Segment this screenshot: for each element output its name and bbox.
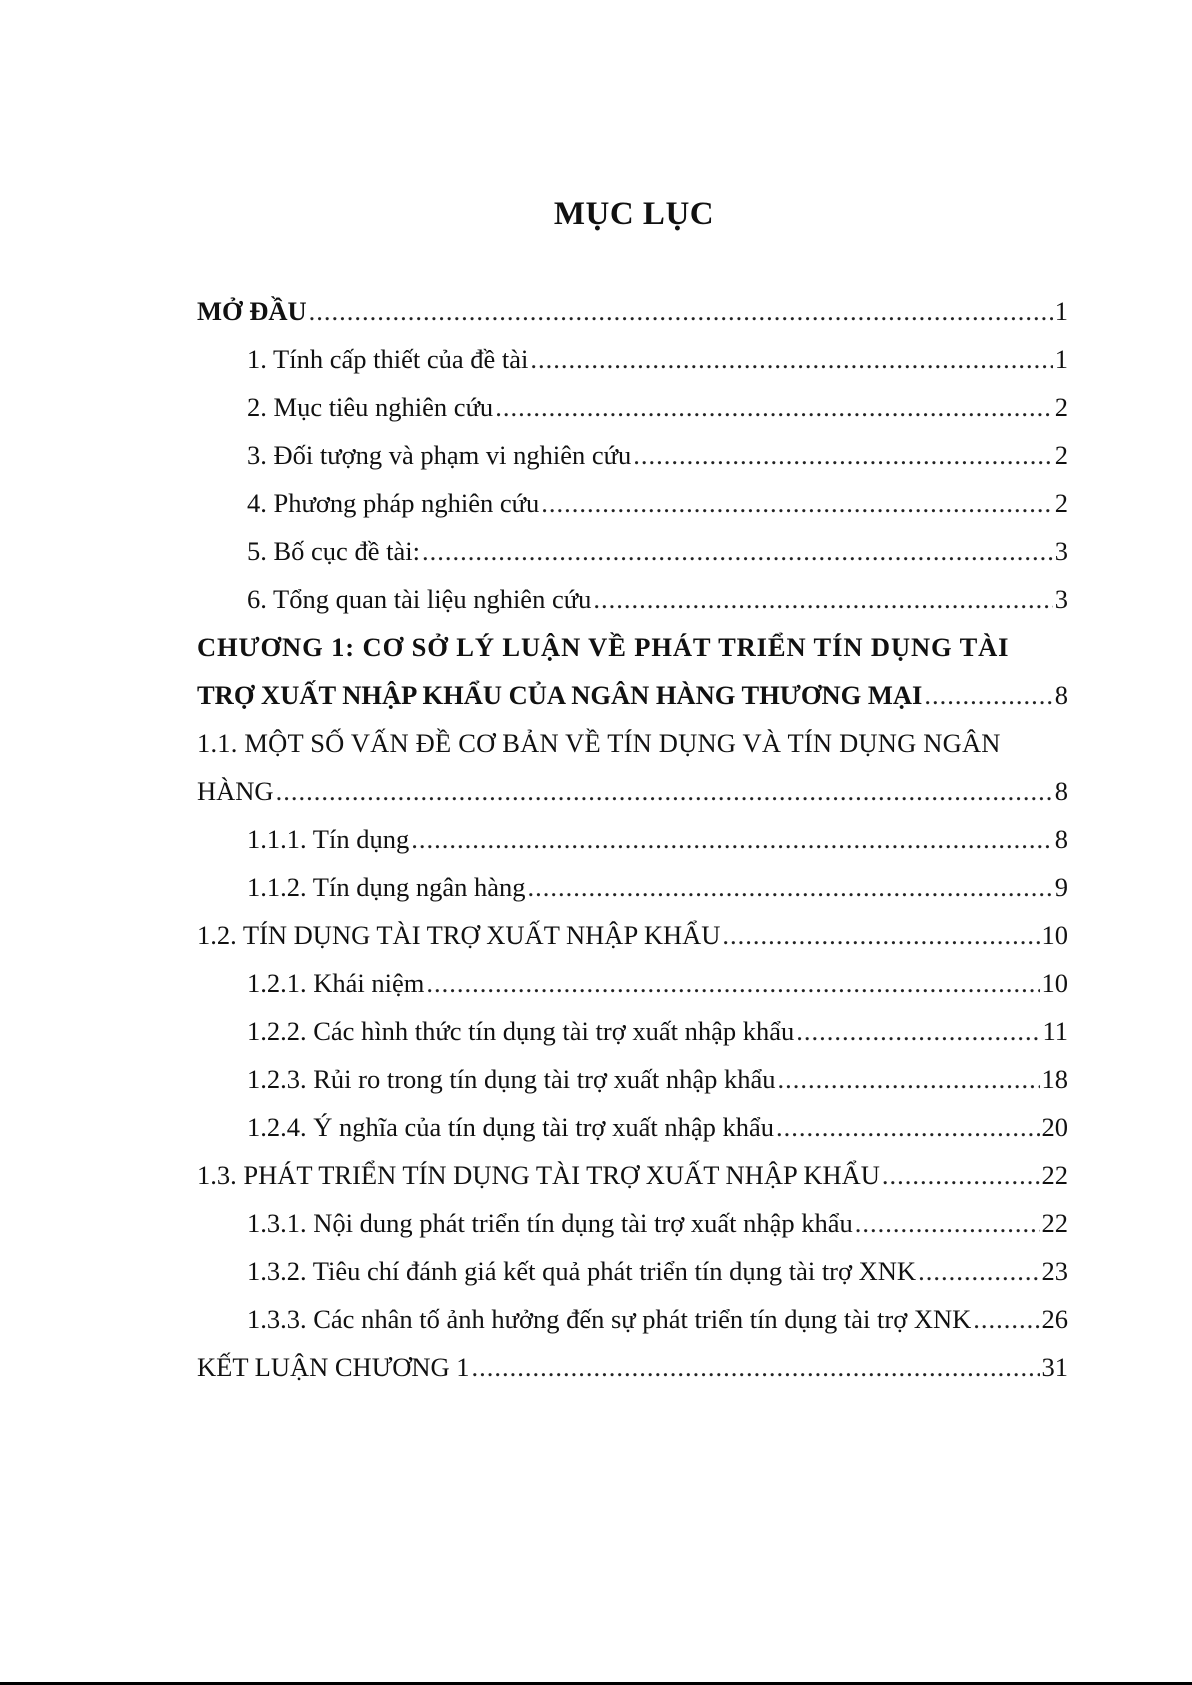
toc-leader-dots [411, 815, 1053, 863]
toc-entry[interactable] [197, 287, 1068, 335]
toc-entry-page: 26 [1041, 1304, 1068, 1334]
toc-entry-page: 2 [1054, 440, 1068, 470]
toc-entry[interactable] [197, 1103, 1068, 1151]
toc-entry-page: 1 [1054, 344, 1068, 374]
toc-leader-dots [495, 383, 1053, 431]
toc-entry[interactable] [197, 1055, 1068, 1103]
toc-entry-page: 3 [1054, 584, 1068, 614]
toc-entry-label: HÀNG [197, 776, 274, 806]
toc-leader-dots [778, 1055, 1040, 1103]
toc-leader-dots [527, 863, 1052, 911]
toc-leader-dots [722, 911, 1039, 959]
toc-entry-label: 2. Mục tiêu nghiên cứu [247, 392, 494, 422]
toc-entry[interactable] [197, 767, 1068, 815]
toc-entry[interactable] [197, 863, 1068, 911]
toc-leader-dots [309, 287, 1053, 335]
toc-entry[interactable] [197, 383, 1068, 431]
table-of-contents [197, 287, 1068, 1391]
toc-entry[interactable] [197, 575, 1068, 623]
toc-entry-page: 18 [1041, 1064, 1068, 1094]
toc-entry[interactable] [197, 479, 1068, 527]
toc-entry-page: 11 [1042, 1016, 1068, 1046]
toc-entry-label: 1.2.2. Các hình thức tín dụng tài trợ xuất nhập khẩu [247, 1016, 795, 1046]
toc-entry-page: 9 [1054, 872, 1068, 902]
toc-leader-dots [855, 1199, 1040, 1247]
toc-title: MỤC LỤC [553, 196, 715, 232]
toc-leader-dots [426, 959, 1039, 1007]
toc-leader-dots [973, 1295, 1039, 1343]
toc-entry-page: 20 [1041, 1112, 1068, 1142]
toc-entry[interactable] [197, 671, 1068, 719]
toc-leader-dots [530, 335, 1052, 383]
toc-entry-label: 1.2.3. Rủi ro trong tín dụng tài trợ xuất nhập khẩu [247, 1064, 776, 1094]
toc-entry-label: 6. Tổng quan tài liệu nghiên cứu [247, 584, 592, 614]
toc-entry-label: TRỢ XUẤT NHẬP KHẨU CỦA NGÂN HÀNG THƯƠNG MẠI [197, 680, 923, 710]
toc-entry-label: 1.3.3. Các nhân tố ảnh hưởng đến sự phát triển tín dụng tài trợ XNK [247, 1304, 972, 1334]
toc-entry[interactable] [197, 335, 1068, 383]
toc-entry[interactable] [197, 959, 1068, 1007]
toc-entry-page: 8 [1054, 824, 1068, 854]
toc-entry-label: 1.1.2. Tín dụng ngân hàng [247, 872, 526, 902]
toc-entry-page: 8 [1054, 776, 1068, 806]
toc-leader-dots [472, 1343, 1040, 1391]
toc-entry-first-line[interactable]: CHƯƠNG 1: CƠ SỞ LÝ LUẬN VỀ PHÁT TRIỂN TÍN DỤNG TÀI [197, 632, 1010, 662]
toc-entry-page: 22 [1041, 1208, 1068, 1238]
toc-entry[interactable] [197, 1007, 1068, 1055]
toc-entry-label: 1.1.1. Tín dụng [247, 824, 410, 854]
toc-entry[interactable] [197, 815, 1068, 863]
toc-leader-dots [882, 1151, 1040, 1199]
toc-entry-page: 31 [1041, 1352, 1068, 1382]
toc-entry-label: KẾT LUẬN CHƯƠNG 1 [197, 1352, 470, 1382]
toc-entry-label: 1.2.1. Khái niệm [247, 968, 425, 998]
toc-entry-page: 10 [1041, 920, 1068, 950]
toc-entry-page: 22 [1041, 1160, 1068, 1190]
toc-entry-label: 1.3. PHÁT TRIỂN TÍN DỤNG TÀI TRỢ XUẤT NHẬP KHẨU [197, 1160, 880, 1190]
toc-entry[interactable] [197, 1343, 1068, 1391]
toc-leader-dots [593, 575, 1052, 623]
toc-entry[interactable] [197, 1199, 1068, 1247]
toc-entry-page: 10 [1041, 968, 1068, 998]
toc-entry-page: 1 [1054, 296, 1068, 326]
toc-entry-page: 3 [1054, 536, 1068, 566]
toc-leader-dots [776, 1103, 1040, 1151]
toc-entry-page: 2 [1054, 488, 1068, 518]
toc-entry[interactable] [197, 1295, 1068, 1343]
toc-entry-page: 8 [1054, 680, 1068, 710]
toc-entry-label: MỞ ĐẦU [197, 296, 307, 326]
toc-leader-dots [633, 431, 1053, 479]
toc-entry[interactable] [197, 431, 1068, 479]
toc-leader-dots [276, 767, 1053, 815]
toc-entry[interactable] [197, 527, 1068, 575]
toc-entry[interactable] [197, 1247, 1068, 1295]
toc-leader-dots [541, 479, 1052, 527]
toc-entry-label: 5. Bố cục đề tài: [247, 536, 420, 566]
toc-entry-first-line[interactable]: 1.1. MỘT SỐ VẤN ĐỀ CƠ BẢN VỀ TÍN DỤNG VÀ TÍN DỤNG NGÂN [197, 728, 1001, 758]
toc-leader-dots [422, 527, 1053, 575]
toc-entry[interactable] [197, 911, 1068, 959]
toc-entry-label: 3. Đối tượng và phạm vi nghiên cứu [247, 440, 632, 470]
toc-leader-dots [924, 671, 1052, 719]
toc-entry-label: 1.2.4. Ý nghĩa của tín dụng tài trợ xuất nhập khẩu [247, 1112, 774, 1142]
toc-entry-label: 1.2. TÍN DỤNG TÀI TRỢ XUẤT NHẬP KHẨU [197, 920, 721, 950]
toc-entry-label: 4. Phương pháp nghiên cứu [247, 488, 540, 518]
toc-entry[interactable] [197, 1151, 1068, 1199]
toc-entry-label: 1.3.2. Tiêu chí đánh giá kết quả phát triển tín dụng tài trợ XNK [247, 1256, 917, 1286]
toc-leader-dots [796, 1007, 1040, 1055]
toc-entry-label: 1. Tính cấp thiết của đề tài [247, 344, 529, 374]
toc-entry-label: 1.3.1. Nội dung phát triển tín dụng tài trợ xuất nhập khẩu [247, 1208, 853, 1238]
toc-entry-page: 23 [1041, 1256, 1068, 1286]
toc-entry-page: 2 [1054, 392, 1068, 422]
toc-leader-dots [918, 1247, 1039, 1295]
